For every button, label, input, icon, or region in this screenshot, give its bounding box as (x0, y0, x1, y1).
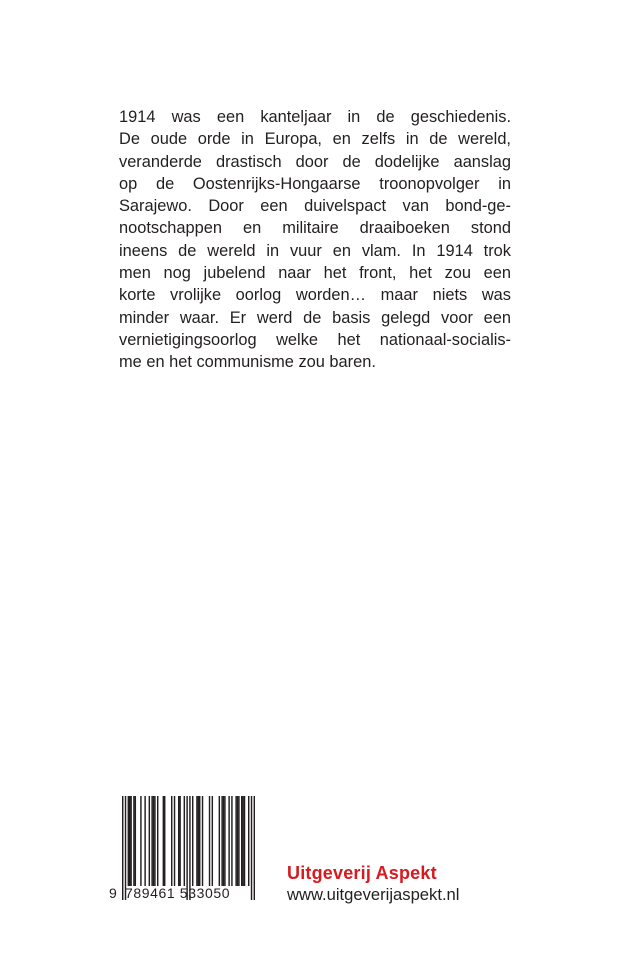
barcode-bar (242, 796, 243, 886)
barcode-bar (184, 796, 185, 886)
barcode-bar (130, 796, 131, 886)
barcode-first-digit: 9 (109, 885, 117, 901)
barcode-bar (164, 796, 165, 886)
publisher-block (287, 862, 459, 906)
barcode-bar (153, 796, 154, 886)
barcode-bar (228, 796, 229, 886)
back-cover-blurb (119, 106, 511, 374)
blurb-line: minder waar. Er werd de basis gelegd voor een (119, 308, 511, 327)
barcode-bar (199, 796, 200, 886)
barcode-bar (196, 796, 197, 886)
barcode-bar (192, 796, 193, 886)
barcode-bar (128, 796, 129, 886)
barcode-bar (223, 796, 224, 886)
barcode-bar (140, 796, 141, 886)
barcode-bar (133, 796, 134, 886)
barcode-bar (231, 796, 232, 886)
barcode-bar (219, 796, 220, 886)
barcode-bar (237, 796, 238, 886)
barcode-bar (129, 796, 130, 886)
publisher-url[interactable]: www.uitgeverijaspekt.nl (287, 885, 460, 904)
barcode-bar (144, 796, 145, 886)
barcode-bar (163, 796, 164, 886)
barcode-bar (157, 796, 158, 886)
blurb-line: men nog jubelend naar het front, het zou een (119, 264, 511, 283)
barcode-bar (178, 796, 179, 886)
blurb-line: ineens de wereld in vuur en vlam. In 1914 trok (119, 241, 511, 260)
blurb-line: nootschappen en militaire draaiboeken stond (119, 219, 511, 238)
barcode-bar (171, 796, 172, 886)
blurb-line: De oude orde in Europa, en zelfs in de wereld, (119, 130, 511, 149)
barcode-bar (202, 796, 203, 886)
barcode-bar (238, 796, 239, 886)
barcode-bar (149, 796, 150, 886)
barcode-digits: 789461 533050 (125, 885, 231, 901)
barcode-bar (248, 796, 249, 886)
barcode-bar (241, 796, 242, 886)
barcode-bar (244, 796, 245, 886)
barcode-bar (198, 796, 199, 886)
barcode-bar (221, 796, 222, 886)
blurb-line: veranderde drastisch door de dodelijke aanslag (119, 152, 511, 171)
barcode-bar (212, 796, 213, 886)
barcode-bar (174, 796, 175, 886)
blurb-line: me en het communisme zou baren. (119, 353, 376, 372)
isbn-barcode (109, 796, 255, 911)
barcode-bar (224, 796, 225, 886)
blurb-line: op de Oostenrijks-Hongaarse troonopvolger in (119, 174, 511, 193)
barcode-bar (154, 796, 155, 886)
blurb-line: korte vrolijke oorlog worden… maar niets was (119, 286, 511, 305)
barcode-bar (209, 796, 210, 886)
blurb-line: vernietigingsoorlog welke het nationaal-socialis- (119, 330, 511, 349)
blurb-line: Sarajewo. Door een duivelspact van bond-ge- (119, 197, 511, 216)
barcode-bar (122, 796, 123, 900)
barcode-bar (235, 796, 236, 886)
publisher-name: Uitgeverij Aspekt (287, 863, 437, 883)
blurb-line: 1914 was een kanteljaar in de geschiedenis. (119, 108, 511, 126)
barcode-bar (135, 796, 136, 886)
barcode-bar (179, 796, 180, 886)
barcode-bar (151, 796, 152, 886)
